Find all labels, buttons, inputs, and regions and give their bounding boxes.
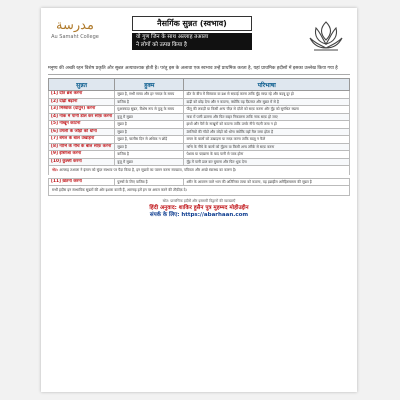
extra-table xyxy=(48,178,350,187)
table-row xyxy=(49,143,350,151)
table-row xyxy=(49,113,350,121)
footer-source: स्रोत: प्रामाणिक हदीसें और इस्लामी विद्वानों की व्याख्याएँ xyxy=(162,198,236,203)
sunnah-definition: हाथों और पैरों के नाखूनों को काटना ताकि उनके नीचे गंदगी जमा न हो xyxy=(184,121,350,129)
sunnah-ruling: पुरुषों के लिए वाजिब है xyxy=(115,178,184,186)
sunnah-name: [11] ख़तना करना xyxy=(49,178,115,186)
column-header-sunnah: सुन्नत xyxy=(49,79,115,91)
note-text: अल्लाह तआला ने इंसान को सुंदर स्वभाव पर पैदा किया है, इन सुन्नतों का पालन करना स्वच्छता, पवित्रता और अच्छे स्वास्थ्य का कारण है। xyxy=(59,168,237,173)
sunnah-definition: शरीर के आवरण वाले भाग की अतिरिक्त त्वचा को काटना, यह इब्राहीम अलैहिस्सलाम की सुन्नत है xyxy=(184,178,350,186)
footer xyxy=(48,199,350,219)
footer-contact-link[interactable]: संपर्क के लिए: https://abarhaan.com xyxy=(149,211,249,218)
sunnah-definition: नाक में पानी डालना और फिर बाहर निकालना ताकि नाक साफ़ हो जाए xyxy=(184,113,350,121)
sunnah-name: [2] दाढ़ी बढ़ाना xyxy=(49,98,115,106)
table-row xyxy=(49,136,350,144)
sunnah-name: [6] उंगली के जोड़ों को धोना xyxy=(49,128,115,136)
note-block xyxy=(48,166,350,175)
sunnah-ruling: सुन्नत है xyxy=(115,121,184,129)
sunnah-definition: उंगलियों की गाँठों और जोड़ों को धोना क्योंकि वहाँ मैल जमा होता है xyxy=(184,128,350,136)
sunnah-definition: मुँह में पानी डाल कर घुमाना और फिर थूक देना xyxy=(184,158,350,166)
sunnah-name: [7] बगल के बाल उखाड़ना xyxy=(49,136,115,144)
sunnah-ruling: सुन्नत है, चालीस दिन से अधिक न छोड़ें xyxy=(115,136,184,144)
sunnah-name: [8] नाभि के नीचे के बाल साफ़ करना xyxy=(49,143,115,151)
table-row xyxy=(49,106,350,114)
table-row xyxy=(49,151,350,159)
sunnah-definition: पीलू की लकड़ी या किसी अन्य चीज़ से दाँतों को साफ़ करना और मुँह को सुगंधित रखना xyxy=(184,106,350,114)
sunnah-ruling: मुअक्कदा सुन्नत, विशेष रूप से वुज़ू के समय xyxy=(115,106,184,114)
sunnah-definition: बगल के बालों को उखाड़ना या साफ़ करना ताकि बदबू न फैले xyxy=(184,136,350,144)
college-logo xyxy=(48,18,102,41)
sunnah-ruling: वाजिब है xyxy=(115,151,184,159)
sunnah-name: [1] दाँत ब्रश करना xyxy=(49,91,115,99)
table-row xyxy=(49,121,350,129)
sunnah-definition: दाढ़ी को छोड़ देना और न काटना, क्योंकि यह फ़ितरत और सुन्नत में से है xyxy=(184,98,350,106)
sunnah-ruling: सुन्नत है xyxy=(115,128,184,136)
table-row xyxy=(49,98,350,106)
sunnah-table xyxy=(48,78,350,166)
page-title: नैसर्गिक सुन्नत (स्वभाव) xyxy=(132,16,252,31)
sunnah-name: [3] मिस्वाक (दातुन) करना xyxy=(49,106,115,114)
table-header-row xyxy=(49,79,350,91)
sunnah-definition: नाभि के नीचे के बालों को मूँड़ना या किसी अन्य तरीके से साफ़ करना xyxy=(184,143,350,151)
column-header-definition: परिभाषा xyxy=(184,79,350,91)
header xyxy=(48,14,350,64)
sunnah-ruling: वुज़ू में सुन्नत xyxy=(115,113,184,121)
column-header-ruling: हुक्म xyxy=(115,79,184,91)
sunnah-ruling: सुन्नत है xyxy=(115,143,184,151)
sunnah-name: [4] नाक में पानी डाल कर साफ़ करना xyxy=(49,113,115,121)
table-row xyxy=(49,178,350,186)
subtitle-line-1: वो गुण जिन के साथ अल्लाह तआला xyxy=(136,34,209,40)
sunnah-name: [5] नाखून काटना xyxy=(49,121,115,129)
table-row xyxy=(49,128,350,136)
ornament-icon xyxy=(306,16,346,56)
table-row xyxy=(49,158,350,166)
subtitle-line-2: ने लोगों को उत्पन्न किया है xyxy=(136,41,187,48)
sunnah-definition: दाँत के बीच में मिस्वाक या ब्रश से सफ़ाई करना ताकि मुँह साफ़ रहे और बदबू दूर हो xyxy=(184,91,350,99)
sunnah-ruling: वुज़ू में सुन्नत xyxy=(115,158,184,166)
table-row xyxy=(49,91,350,99)
sunnah-ruling: सुन्नत है, सभी समय और हर नमाज़ के समय xyxy=(115,91,184,99)
intro-paragraph: मनुष्य की अच्छी रहन विशेष प्रकृति और सुन्नत अत्यावश्यक होती है। परंतु इस के अलावा एक स्वभाव उन्हें प्राथमिक करता है, यहां प्राथमिक हदीसों में इसका उल्लेख किया गया है xyxy=(48,66,350,75)
logo-arabic-text: مدرسة xyxy=(56,18,94,33)
sunnah-name: [10] कुल्ली करना xyxy=(49,158,115,166)
logo-english-text: Au Samaht College xyxy=(51,34,99,40)
footer-translator: हिंदी अनुवाद: शाकिर हुसैन पुत्र मुहम्मद मोहीउद्दीन xyxy=(149,204,249,211)
document-page xyxy=(41,8,357,392)
sunnah-definition: पेशाब या पाख़ाना के बाद पानी से पाक होना xyxy=(184,151,350,159)
closing-text: सभी हदीस इन स्वभाविक सुन्नतों की ओर इशारा करती हैं, अल्लाह हमें इन पर अमल करने की तौफ़ीक़ दे। xyxy=(48,186,350,196)
page-subtitle xyxy=(132,33,252,50)
sunnah-ruling: वाजिब है xyxy=(115,98,184,106)
sunnah-name: [9] इस्तिंजा करना xyxy=(49,151,115,159)
note-label: नोट: xyxy=(52,168,59,173)
